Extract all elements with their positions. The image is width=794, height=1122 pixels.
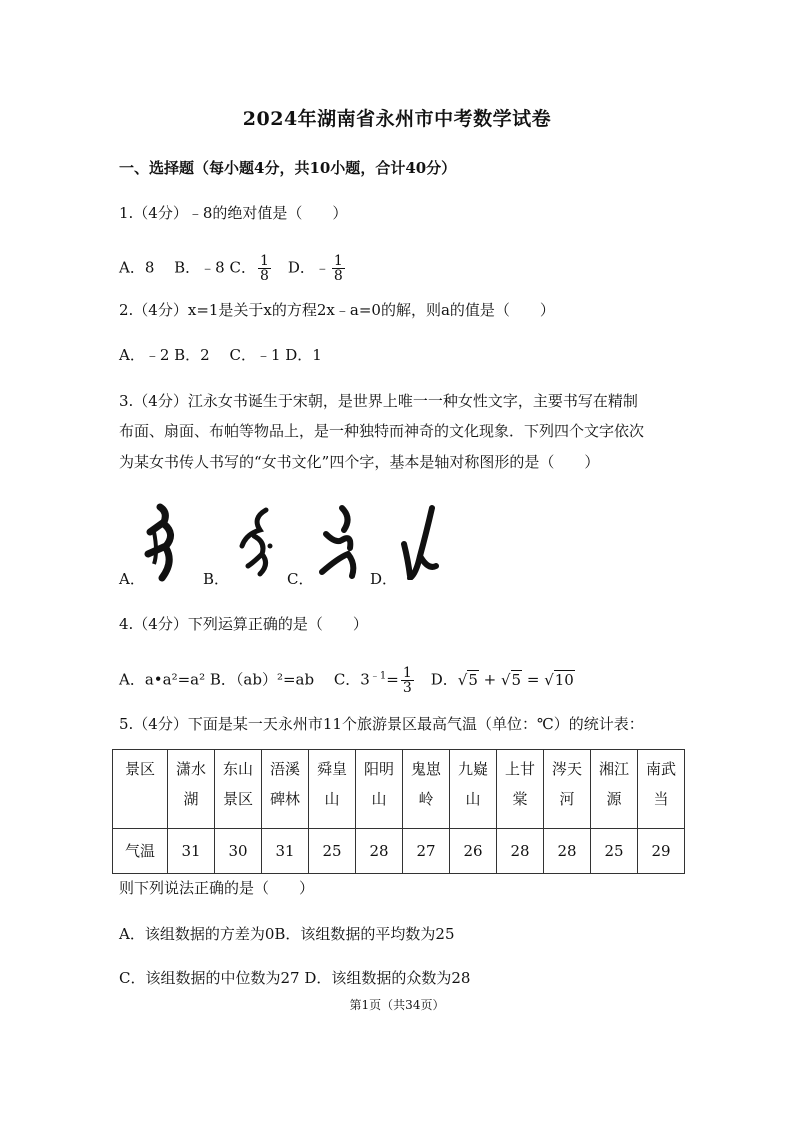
q1-option-d: D．﹣ [272,258,330,277]
q3-label-a: A． [119,570,145,588]
question-5-stem: 5.（4分）下面是某一天永州市11个旅游景区最高气温（单位：℃）的统计表： [119,715,644,733]
page-title: 2024年湖南省永州市中考数学试卷 [242,108,552,130]
question-2-options: A．﹣2 B．2 C．﹣1 D．1 [119,346,322,364]
table-cell: 上甘 棠 [497,750,544,829]
question-4-stem: 4.（4分）下列运算正确的是（ ） [119,615,368,633]
nushu-glyph-d [396,504,442,580]
nushu-glyph-b [232,506,280,578]
table-cell: 九嶷 山 [450,750,497,829]
question-1-stem: 1.（4分）﹣8的绝对值是（ ） [119,204,348,222]
question-3-line-1: 3.（4分）江永女书诞生于宋朝，是世界上唯一一种女性文字，主要书写在精制 [119,392,638,410]
q1-option-ab: A．8 B．﹣8 C． [119,258,256,277]
table-cell: 鬼崽 岭 [403,750,450,829]
table-cell: 东山 景区 [215,750,262,829]
question-1-options [119,254,347,283]
table-cell: 涔天 河 [544,750,591,829]
question-4-options [119,666,575,695]
q1-fraction-d: $\frac{1}{8}$ [333,253,343,284]
table-cell: 31 [262,829,309,874]
q4-sqrt-5: √5 [457,670,478,689]
q4-plus: + [478,670,501,689]
q4-equals-2: = [522,670,545,689]
table-header-spot: 景区 [113,750,168,829]
q4-equals: = [386,670,399,689]
table-cell: 湘江 源 [591,750,638,829]
table-cell: 南武 当 [638,750,685,829]
page-footer: 第1页（共34页） [349,998,445,1012]
q3-label-b: B． [203,570,230,588]
question-3-line-3: 为某女书传人书写的“女书文化”四个字，基本是轴对称图形的是（ ） [119,453,600,471]
table-cell: 舜皇 山 [309,750,356,829]
section-heading: 一、选择题（每小题4分，共10小题，合计40分） [119,159,457,177]
table-row-spots [113,750,685,829]
table-cell: 28 [544,829,591,874]
question-3-line-2: 布面、扇面、布帕等物品上，是一种独特而神奇的文化现象．下列四个文字依次 [119,422,645,440]
table-cell: 29 [638,829,685,874]
table-cell: 阳明 山 [356,750,403,829]
table-cell: 30 [215,829,262,874]
nushu-glyph-c [312,504,364,582]
table-cell: 28 [497,829,544,874]
question-5-prompt: 则下列说法正确的是（ ） [119,879,315,897]
q4-option-d: D． [415,670,458,689]
q4-option-abc: A．a•a²=a² B．（ab）²=ab C．3 [119,670,370,689]
temperature-table [112,749,685,874]
table-cell: 28 [356,829,403,874]
table-cell: 31 [168,829,215,874]
q4-exponent: ﹣1 [369,670,387,682]
table-cell: 27 [403,829,450,874]
table-cell: 25 [309,829,356,874]
q4-fraction: $\frac{1}{3}$ [402,665,412,696]
table-cell: 浯溪 碑林 [262,750,309,829]
table-header-temp: 气温 [113,829,168,874]
table-cell: 25 [591,829,638,874]
table-cell: 潇水 湖 [168,750,215,829]
question-5-options-ab: A．该组数据的方差为0B．该组数据的平均数为25 [119,925,455,943]
q1-fraction-c: $\frac{1}{8}$ [259,253,269,284]
q4-sqrt-10: √10 [544,670,574,689]
nushu-glyph-a [140,502,190,582]
question-5-options-cd: C．该组数据的中位数为27 D．该组数据的众数为28 [119,969,471,987]
q3-label-d: D． [370,570,398,588]
table-cell: 26 [450,829,497,874]
table-row-temps [113,829,685,874]
question-2-stem: 2.（4分）x=1是关于x的方程2x﹣a=0的解，则a的值是（ ） [119,301,555,319]
q4-sqrt-5b: √5 [500,670,522,689]
q3-label-c: C． [287,570,314,588]
